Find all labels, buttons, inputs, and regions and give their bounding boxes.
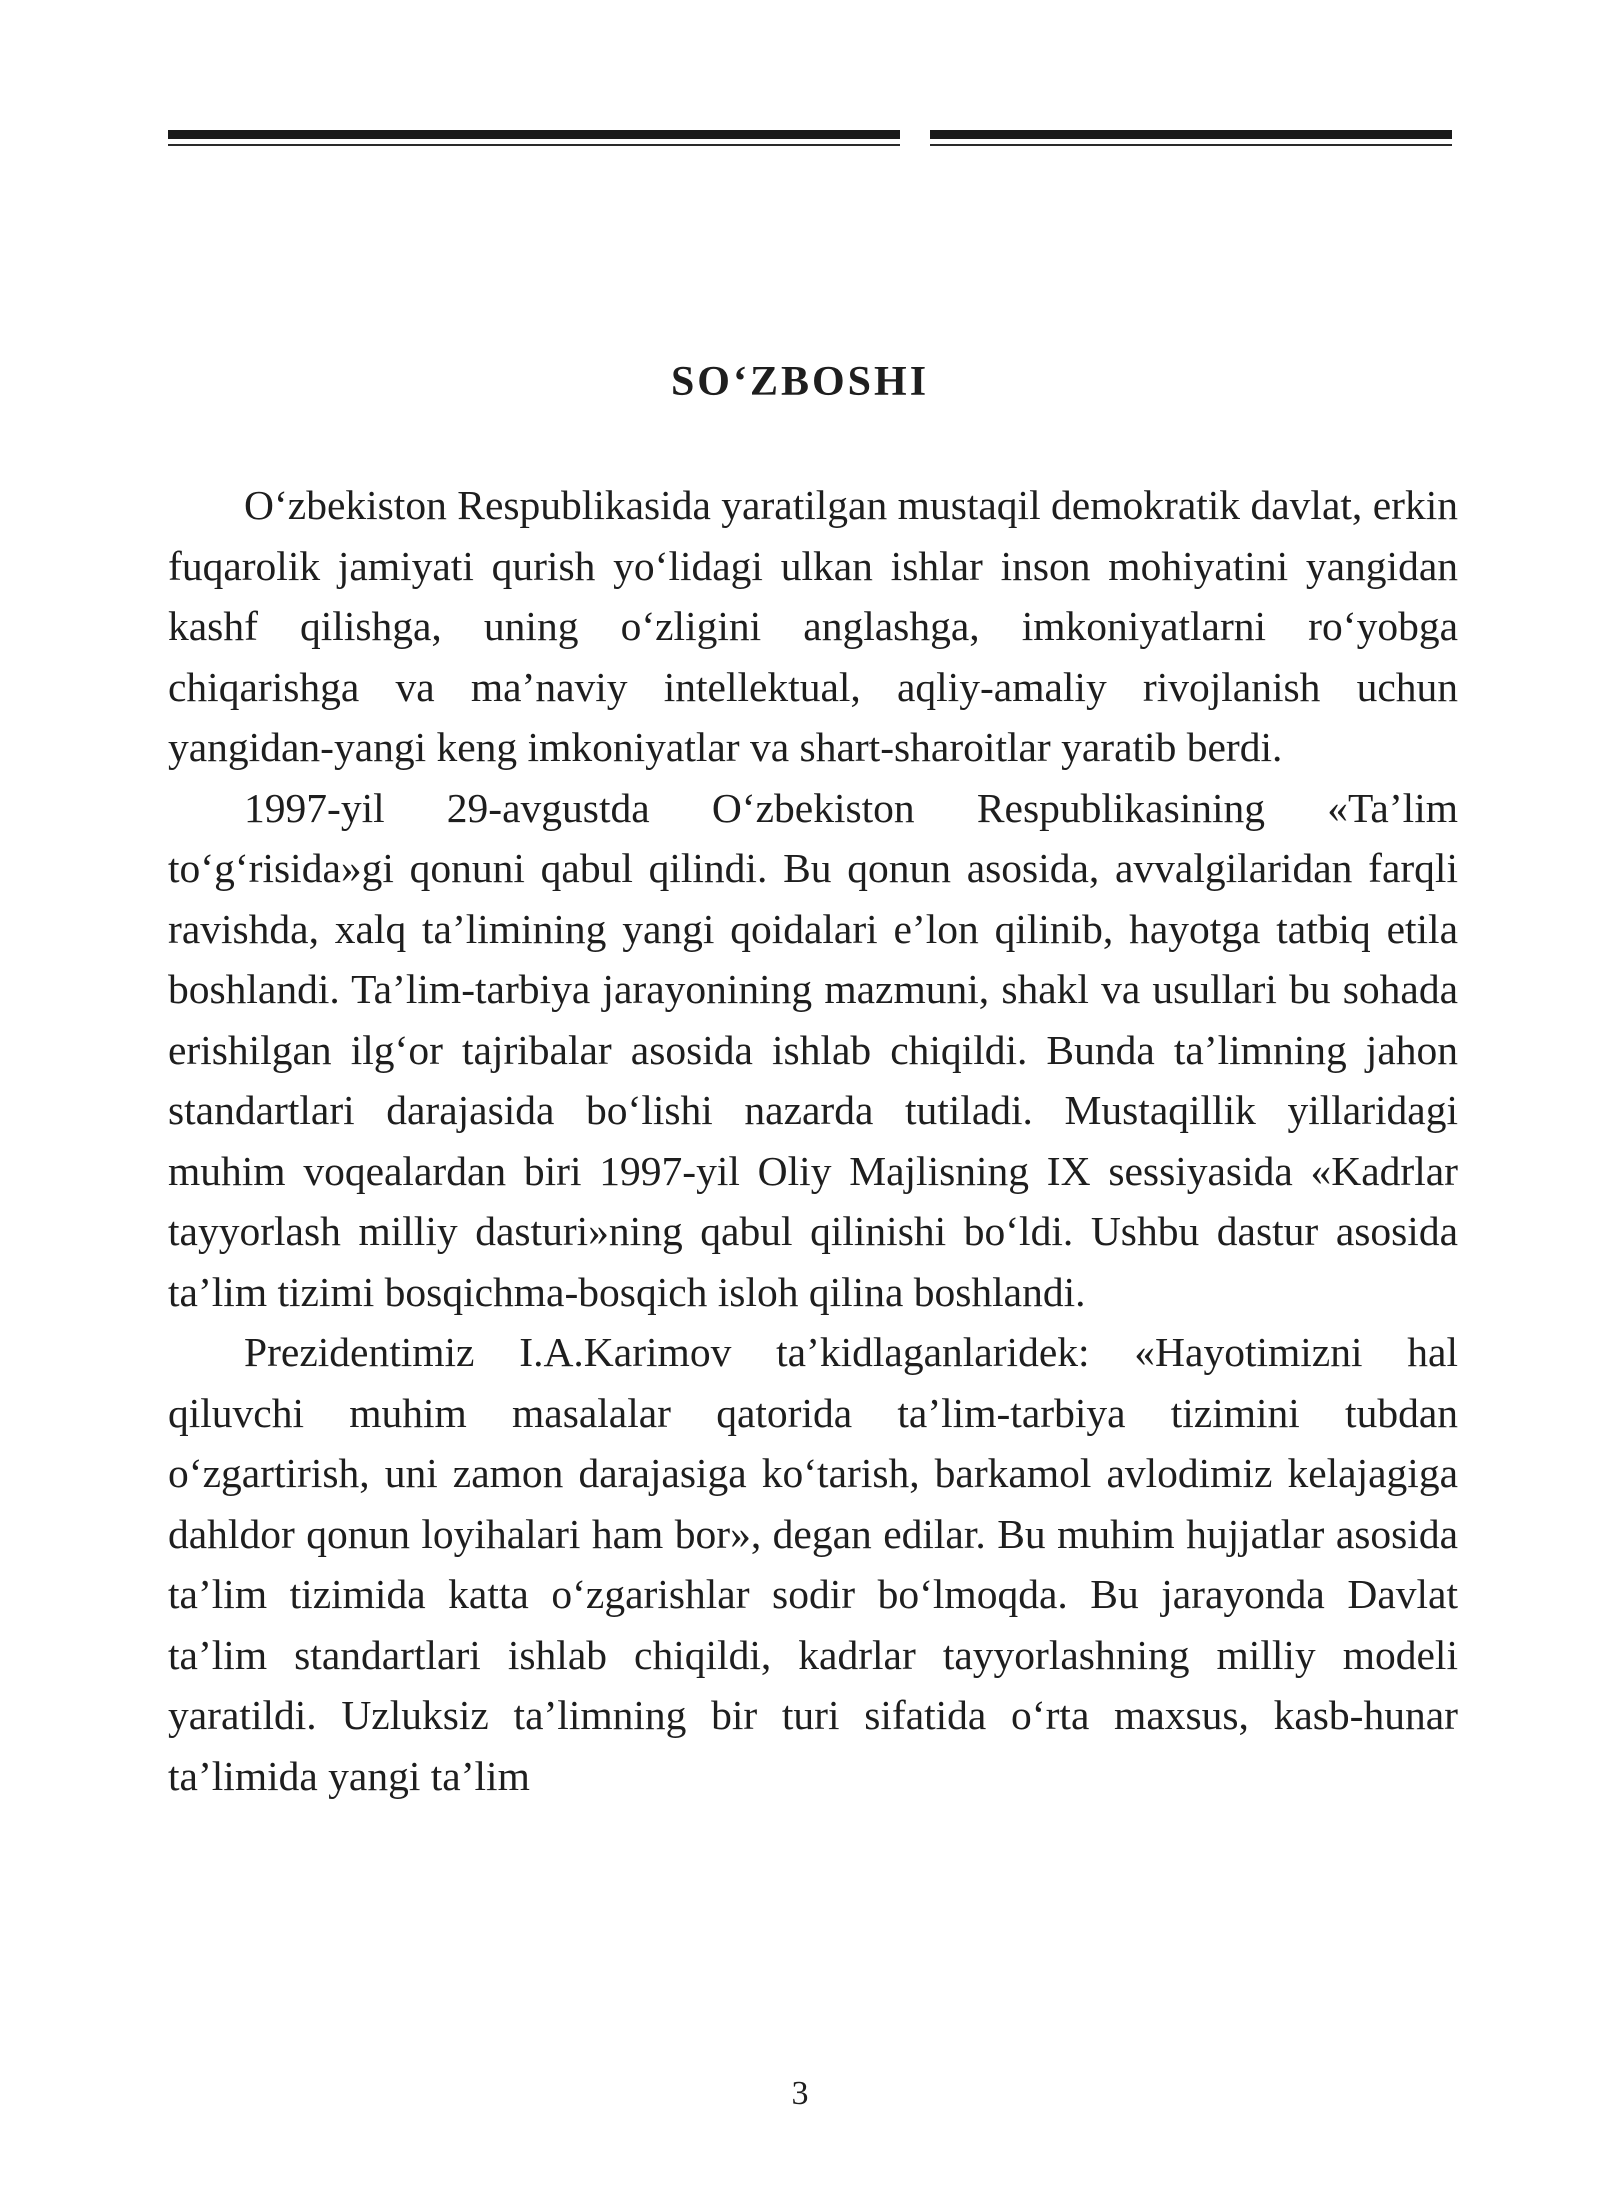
header-rule-left [168,130,900,160]
paragraph: Prezidentimiz I.A.Karimov ta’kidlaganlaridek: «Hayotimizni hal qiluvchi muhim masalalar qatorida ta’lim-tarbiya tizimini tubdan o‘zgartirish, uni zamon darajasiga ko‘tarish, barkamol avlodimiz kelajagiga dahldor qonun loyihalari ham bor», degan edilar. Bu muhim hujjatlar asosida ta’lim tizimida katta o‘zgarishlar sodir bo‘lmoqda. Bu jarayonda Davlat ta’lim standartlari ishlab chiqildi, kadrlar tayyorlashning milliy modeli yaratildi. Uzluksiz ta’limning bir turi sifatida o‘rta maxsus, kasb-hunar ta’limida yangi ta’lim [168,1329,1458,1799]
header-rule-thin [930,144,1452,146]
body-text [168,475,1458,1806]
header-rule-thin [168,144,900,146]
header-rule-thick [930,130,1452,139]
paragraph: 1997-yil 29-avgustda O‘zbekiston Respublikasining «Ta’lim to‘g‘risida»gi qonuni qabul qilindi. Bu qonun asosida, avvalgilaridan farqli ravishda, xalq ta’limining yangi qoidalari e’lon qilinib, hayotga tatbiq etila boshlandi. Ta’lim-tarbiya jarayonining mazmuni, shakl va usullari bu sohada erishilgan ilg‘or tajribalar asosida ishlab chiqildi. Bunda ta’limning jahon standartlari darajasida bo‘lishi nazarda tutiladi. Mustaqillik yillaridagi muhim voqealardan biri 1997-yil Oliy Majlisning IX sessiyasida «Kadrlar tayyorlash milliy dasturi»ning qabul qilinishi bo‘ldi. Ushbu dastur asosida ta’lim tizimi bosqichma-bosqich isloh qilina boshlandi. [168,784,1458,1315]
header-rule-right [930,130,1452,160]
paragraph: O‘zbekiston Respublikasida yaratilgan mustaqil demokratik davlat, erkin fuqarolik jamiyati qurish yo‘lidagi ulkan ishlar inson mohiyatini yangidan kashf qilishga, uning o‘zligini anglashga, imkoniyatlarni ro‘yobga chiqarishga va ma’naviy intellektual, aqliy-amaliy rivojlanish uchun yangidan-yangi keng imkoniyatlar va shart-sharoitlar yaratib berdi. [168,482,1458,770]
page-number: 3 [791,2075,809,2112]
header-rule-thick [168,130,900,139]
page-title: SO‘ZBOSHI [670,359,930,405]
